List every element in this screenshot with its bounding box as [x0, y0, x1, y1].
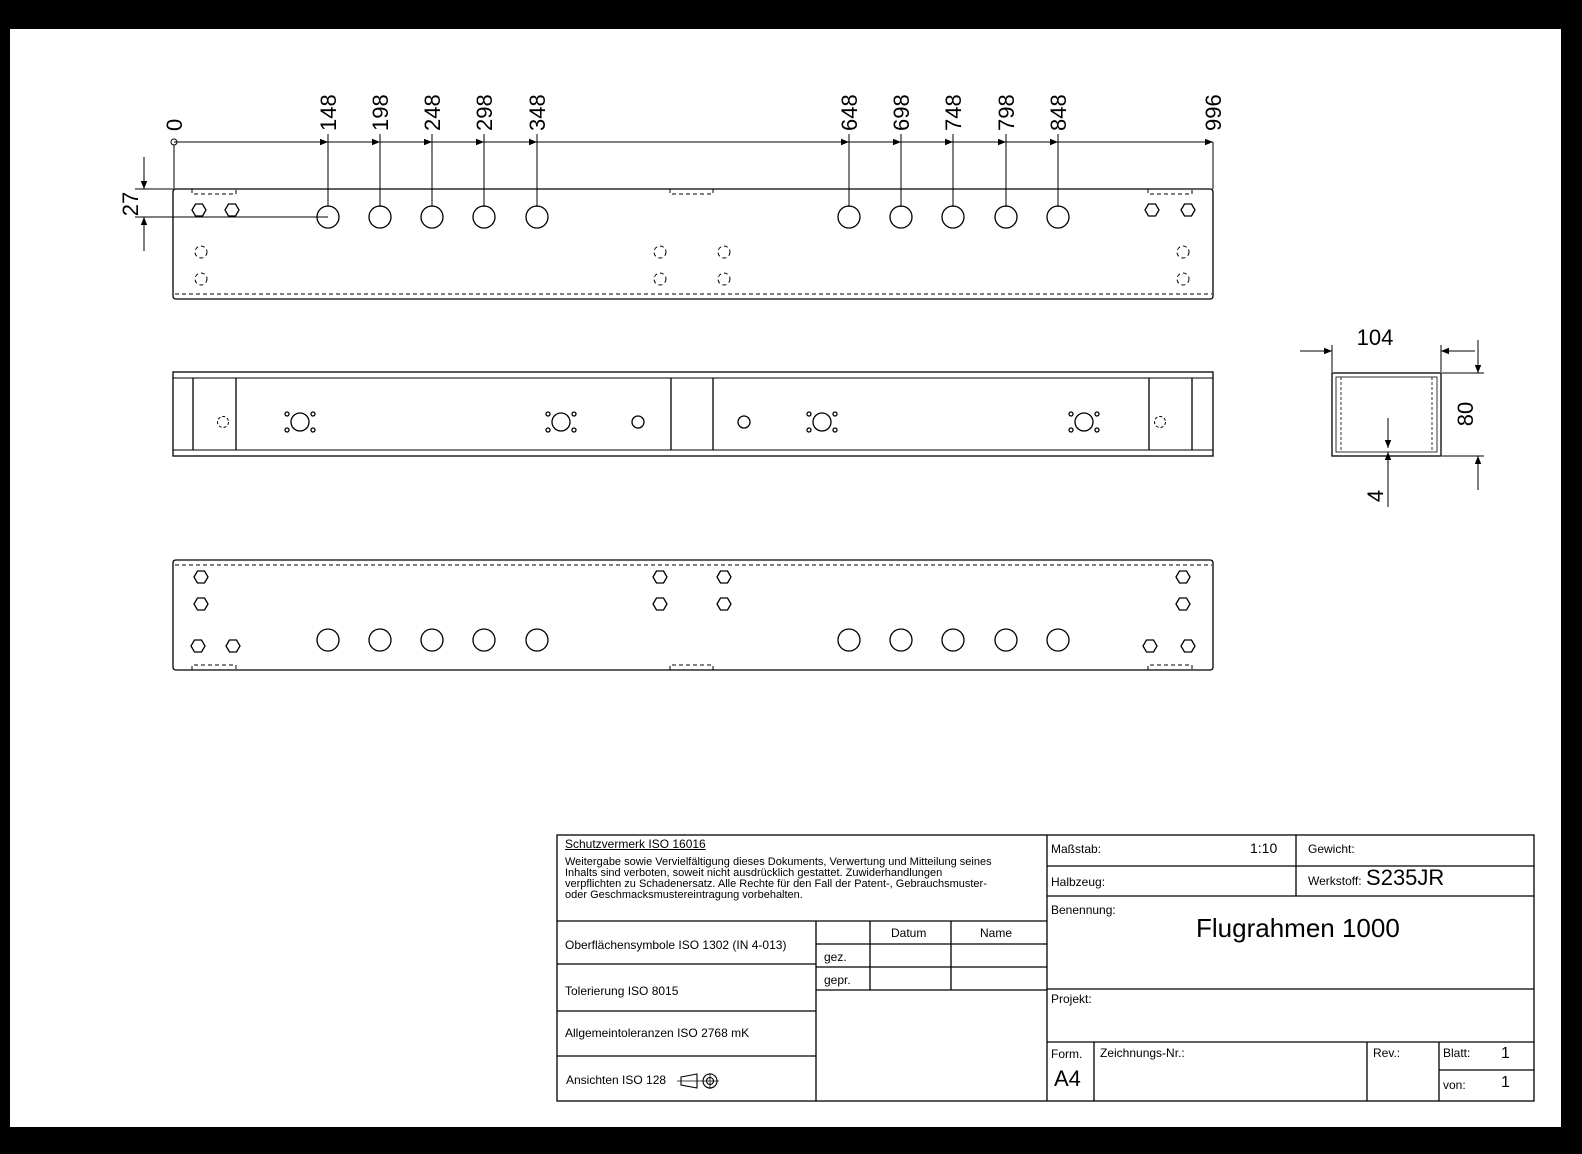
of-label: von: — [1443, 1078, 1466, 1092]
first-angle-projection-icon — [675, 1072, 721, 1090]
revision-label: Rev.: — [1373, 1046, 1401, 1060]
hole-pattern — [807, 412, 837, 432]
surface-symbols-note: Oberflächensymbole ISO 1302 (IN 4-013) — [565, 938, 787, 952]
hole-pattern — [285, 412, 315, 432]
format-label: Form. — [1051, 1047, 1083, 1061]
hex-nut — [1181, 640, 1195, 652]
hole — [838, 629, 860, 651]
material-value: S235JR — [1366, 865, 1445, 890]
hole — [942, 629, 964, 651]
dim-label: 198 — [368, 94, 393, 131]
dim-27-label: 27 — [118, 191, 143, 217]
bottom-view — [173, 560, 1213, 670]
material-label: Werkstoff: — [1308, 874, 1362, 888]
dimension-labels — [162, 94, 1226, 131]
hole-pattern — [1069, 412, 1099, 432]
hex-nut — [226, 640, 240, 652]
views-note — [566, 1072, 721, 1090]
four-hole-patterns — [285, 412, 1099, 432]
bottom-view-holes — [317, 629, 1069, 651]
hole — [317, 629, 339, 651]
bottom-view-hex-nuts — [191, 571, 1195, 652]
hex-nut — [653, 571, 667, 583]
row-drawn-label: gez. — [824, 950, 847, 964]
hex-nut — [191, 640, 205, 652]
drawing-sheet — [10, 29, 1561, 1127]
protection-line: Inhalts sind verboten, soweit nicht ausdrücklich gestattet. Zuwiderhandlungen — [565, 867, 943, 879]
col-datum-header: Datum — [891, 926, 927, 940]
weight-label: Gewicht: — [1308, 842, 1355, 856]
dim-104-label: 104 — [1356, 325, 1394, 350]
hole — [942, 206, 964, 228]
material-field — [1308, 865, 1444, 891]
top-view-hex-nuts — [192, 204, 1195, 216]
protection-line: Weitergabe sowie Vervielfältigung dieses Dokuments, Verwertung und Mitteilung seines — [565, 856, 992, 868]
hole — [526, 629, 548, 651]
technical-drawing — [10, 29, 1561, 1127]
dim-label: 148 — [316, 94, 341, 131]
sheet-label: Blatt: — [1443, 1046, 1471, 1060]
hole — [995, 206, 1017, 228]
hole — [1047, 629, 1069, 651]
hole — [995, 629, 1017, 651]
drawing-number-label: Zeichnungs-Nr.: — [1100, 1046, 1185, 1060]
protection-line: verpflichten zu Schadenersatz. Alle Rechte für den Fall der Patent-, Gebrauchsmuster- — [565, 878, 987, 890]
of-value: 1 — [1501, 1074, 1510, 1091]
dim-label: 648 — [837, 94, 862, 131]
front-view — [173, 372, 1213, 456]
dim-label: 298 — [472, 94, 497, 131]
project-label: Projekt: — [1051, 992, 1092, 1006]
dim-80-label: 80 — [1453, 401, 1478, 427]
dim-label: 0 — [162, 118, 187, 131]
protection-notice — [565, 857, 992, 901]
designation-label: Benennung: — [1051, 903, 1116, 917]
ordinate-dimensions — [135, 134, 1213, 251]
hole — [473, 629, 495, 651]
hole-pattern — [546, 412, 576, 432]
hex-nut — [1176, 598, 1190, 610]
hex-nut — [717, 598, 731, 610]
dim-label: 348 — [525, 94, 550, 131]
hole — [890, 206, 912, 228]
designation-value: Flugrahmen 1000 — [1196, 913, 1400, 943]
views-label: Ansichten ISO 128 — [566, 1073, 667, 1088]
top-view — [173, 189, 1213, 299]
hole — [473, 206, 495, 228]
hole — [526, 206, 548, 228]
scale-value: 1:10 — [1250, 840, 1278, 856]
semi-finished-label: Halbzeug: — [1051, 875, 1106, 889]
hex-nut — [194, 571, 208, 583]
dim-label: 748 — [941, 94, 966, 131]
top-view-holes — [317, 206, 1069, 228]
hex-nut — [194, 598, 208, 610]
row-checked-label: gepr. — [824, 973, 851, 987]
hole — [890, 629, 912, 651]
format-value: A4 — [1054, 1066, 1081, 1091]
dim-label: 848 — [1046, 94, 1071, 131]
hex-nut — [653, 598, 667, 610]
hole — [369, 629, 391, 651]
scale-label: Maßstab: — [1051, 842, 1102, 856]
hex-nut — [1143, 640, 1157, 652]
hole — [838, 206, 860, 228]
hole — [421, 629, 443, 651]
dim-label: 798 — [994, 94, 1019, 131]
protection-heading: Schutzvermerk ISO 16016 — [565, 837, 706, 851]
hidden-holes — [195, 246, 1189, 285]
hole — [369, 206, 391, 228]
protection-line: oder Geschmacksmustereintragung vorbehalten. — [565, 889, 803, 901]
hex-nut — [1176, 571, 1190, 583]
col-name-header: Name — [980, 926, 1013, 940]
dim-label: 996 — [1201, 94, 1226, 131]
tolerancing-note: Tolerierung ISO 8015 — [565, 984, 679, 998]
hex-nut — [717, 571, 731, 583]
sheet-value: 1 — [1501, 1045, 1510, 1062]
general-tolerances-note: Allgemeintoleranzen ISO 2768 mK — [565, 1026, 750, 1040]
dim-label: 698 — [889, 94, 914, 131]
hole — [421, 206, 443, 228]
dim-4-label: 4 — [1363, 489, 1388, 503]
dim-label: 248 — [420, 94, 445, 131]
hole — [1047, 206, 1069, 228]
